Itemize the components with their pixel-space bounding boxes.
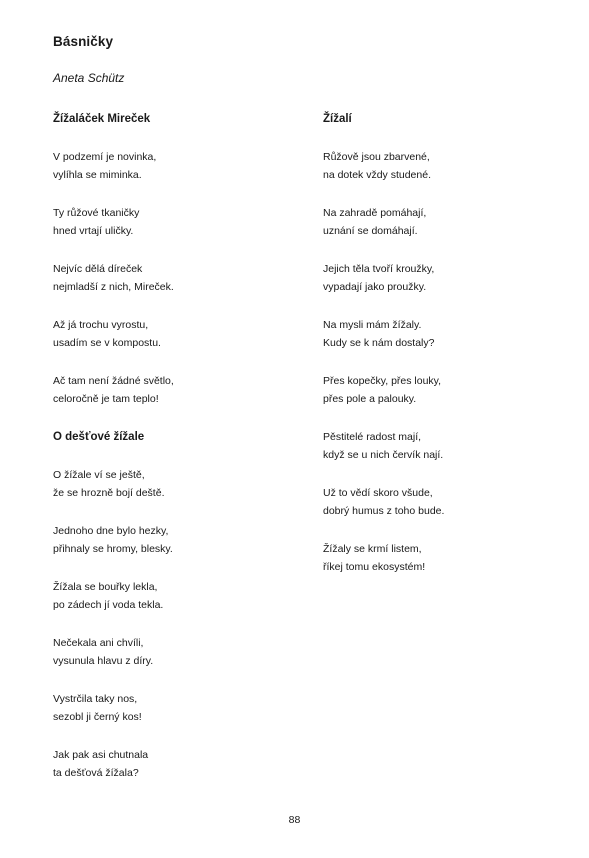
- verse-line: Žížaly se krmí listem,: [323, 543, 422, 555]
- poem-body: [323, 148, 563, 576]
- verse-line: Na mysli mám žížaly.: [323, 319, 422, 331]
- verse-line: po zádech jí voda tekla.: [53, 599, 164, 611]
- verse-line: Jejich těla tvoří kroužky,: [323, 263, 435, 275]
- verse-line: nejmladší z nich, Mireček.: [53, 281, 174, 293]
- verse-line: Nejvíc dělá díreček: [53, 263, 143, 275]
- verse-line: O žížale ví se ještě,: [53, 469, 145, 481]
- poem-title: O dešťové žížale: [53, 431, 145, 443]
- verse-line: přihnaly se hromy, blesky.: [53, 543, 173, 555]
- verse-line: Růžově jsou zbarvené,: [323, 151, 430, 163]
- verse-line: vypadají jako proužky.: [323, 281, 427, 293]
- verse-line: hned vrtají uličky.: [53, 225, 134, 237]
- stanza: [323, 148, 563, 184]
- verse-line: V podzemí je novinka,: [53, 151, 157, 163]
- verse-line: na dotek vždy studené.: [323, 169, 431, 181]
- verse-line: že se hrozně bojí deště.: [53, 487, 165, 499]
- verse-line: Ač tam není žádné světlo,: [53, 375, 174, 387]
- left-column: [53, 110, 293, 802]
- verse-line: Až já trochu vyrostu,: [53, 319, 149, 331]
- poem: [53, 428, 293, 782]
- verse-line: Žížala se bouřky lekla,: [53, 581, 158, 593]
- poem: [53, 110, 293, 408]
- stanza: [53, 204, 293, 240]
- stanza: [53, 466, 293, 502]
- stanza: [53, 522, 293, 558]
- poem-title: Žížaláček Mireček: [53, 113, 151, 125]
- verse-line: celoročně je tam teplo!: [53, 393, 159, 405]
- stanza: [323, 428, 563, 464]
- right-column: [323, 110, 563, 596]
- author-name: Aneta Schütz: [53, 71, 125, 85]
- poem: [323, 110, 563, 576]
- stanza: [323, 316, 563, 352]
- verse-line: když se u nich červík nají.: [323, 449, 444, 461]
- stanza: [53, 148, 293, 184]
- stanza: [323, 484, 563, 520]
- stanza: [53, 372, 293, 408]
- stanza: [53, 746, 293, 782]
- stanza: [53, 316, 293, 352]
- page-number: 88: [288, 814, 301, 826]
- verse-line: dobrý humus z toho bude.: [323, 505, 445, 517]
- stanza: [323, 260, 563, 296]
- stanza: [53, 634, 293, 670]
- stanza: [323, 204, 563, 240]
- stanza: [53, 578, 293, 614]
- verse-line: usadím se v kompostu.: [53, 337, 161, 349]
- verse-line: vylíhla se miminka.: [53, 169, 142, 181]
- verse-line: Ty růžové tkaničky: [53, 207, 140, 219]
- verse-line: Už to vědí skoro všude,: [323, 487, 433, 499]
- verse-line: Kudy se k nám dostaly?: [323, 337, 435, 349]
- stanza: [323, 540, 563, 576]
- verse-line: Nečekala ani chvíli,: [53, 637, 144, 649]
- verse-line: Jednoho dne bylo hezky,: [53, 525, 169, 537]
- stanza: [323, 372, 563, 408]
- verse-line: Pěstitelé radost mají,: [323, 431, 422, 443]
- verse-line: přes pole a palouky.: [323, 393, 417, 405]
- verse-line: Vystrčila taky nos,: [53, 693, 138, 705]
- verse-line: Jak pak asi chutnala: [53, 749, 149, 761]
- verse-line: ta dešťová žížala?: [53, 767, 139, 779]
- poem-title: Žížalí: [323, 113, 352, 125]
- stanza: [53, 690, 293, 726]
- document-title: Básničky: [53, 34, 114, 49]
- verse-line: Na zahradě pomáhají,: [323, 207, 427, 219]
- poem-body: [53, 148, 293, 408]
- poem-body: [53, 466, 293, 782]
- verse-line: říkej tomu ekosystém!: [323, 561, 426, 573]
- verse-line: vysunula hlavu z díry.: [53, 655, 154, 667]
- verse-line: Přes kopečky, přes louky,: [323, 375, 442, 387]
- stanza: [53, 260, 293, 296]
- verse-line: uznání se domáhají.: [323, 225, 418, 237]
- verse-line: sezobl ji černý kos!: [53, 711, 142, 723]
